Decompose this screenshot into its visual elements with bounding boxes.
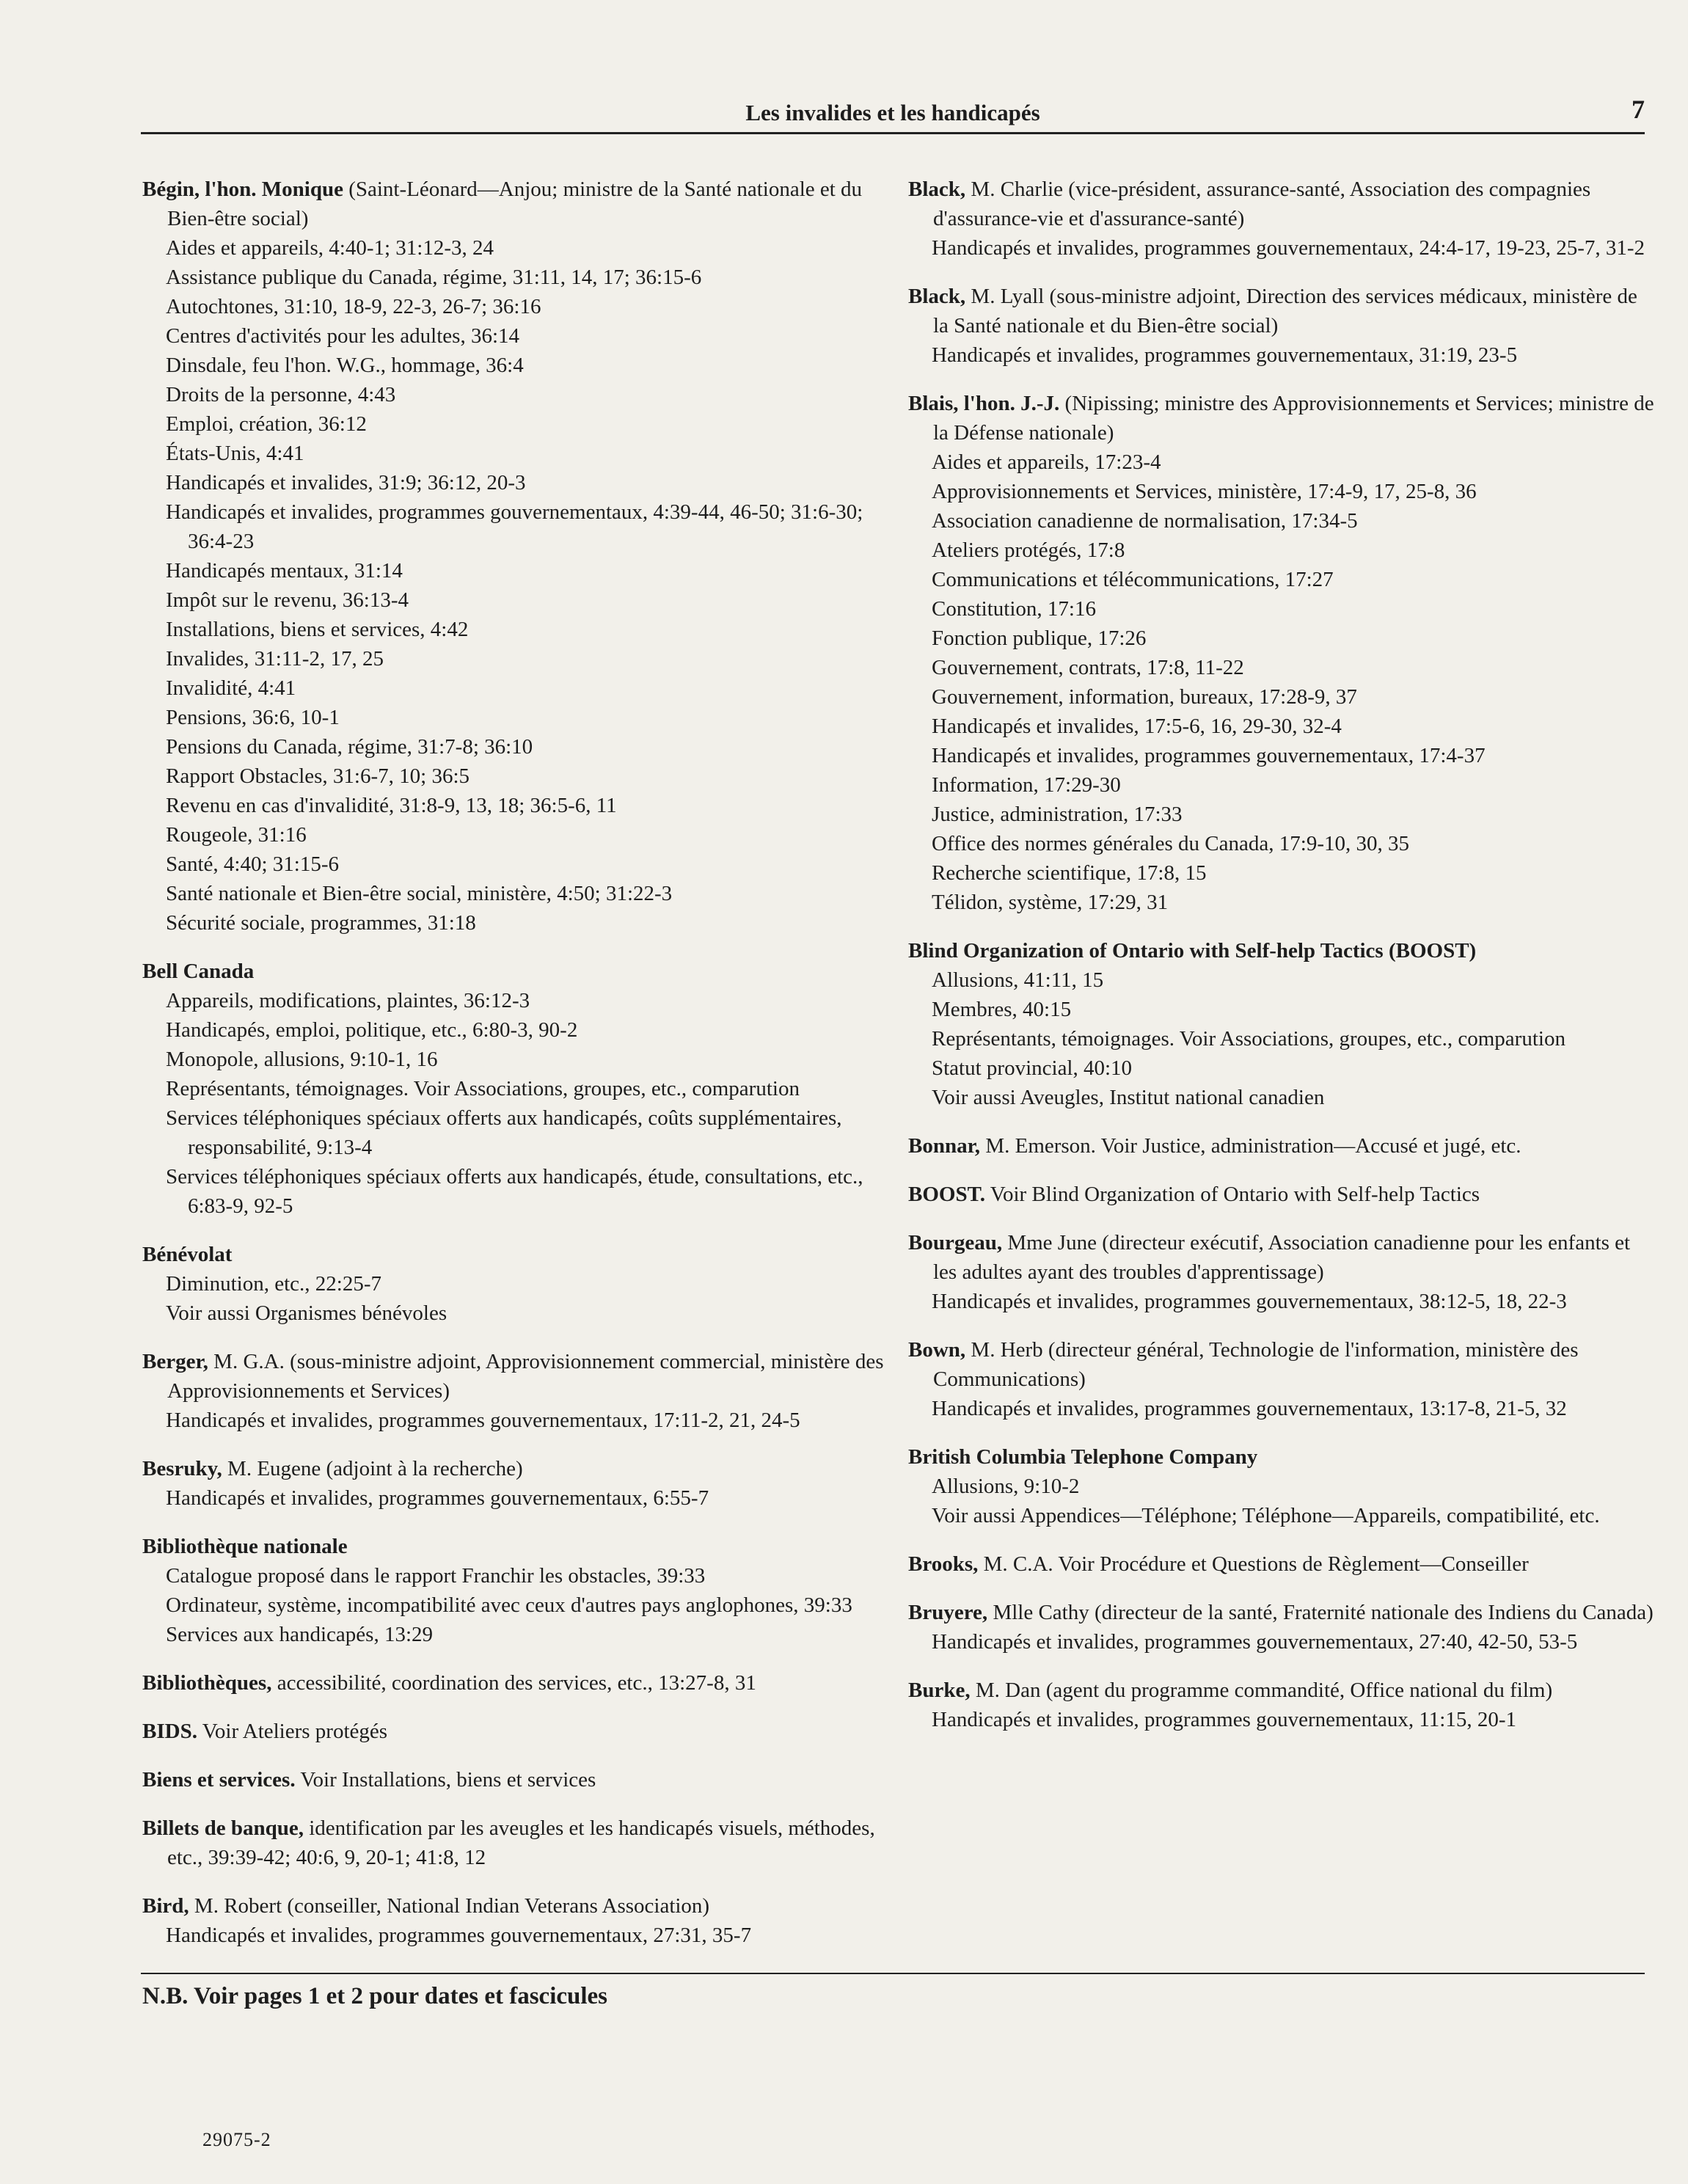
running-header [141,94,1645,134]
entry-description: M. Lyall (sous-ministre adjoint, Direction des services médicaux, ministère de la Santé nationale et du Bien-être social) [933,285,1637,337]
sub-entry: Membres, 40:15 [932,998,1072,1021]
index-entry [908,1131,1656,1161]
sub-entry: Voir aussi Appendices—Téléphone; Téléphone—Appareils, compatibilité, etc. [932,1504,1600,1527]
entry-description: M. Eugene (adjoint à la recherche) [227,1457,523,1480]
sub-entry: Aides et appareils, 17:23-4 [932,450,1161,474]
page-number: 7 [1632,95,1645,124]
entry-description: M. Charlie (vice-président, assurance-santé, Association des compagnies d'assurance-vie et d'assurance-santé) [933,178,1591,230]
sub-entry: Information, 17:29-30 [932,773,1121,797]
sub-entry: Approvisionnements et Services, ministère, 17:4-9, 17, 25-8, 36 [932,480,1477,503]
entry-heading-line [142,1240,898,1269]
index-entry [142,1454,898,1513]
sub-entry: Office des normes générales du Canada, 17:9-10, 30, 35 [932,832,1409,855]
sub-entry: Représentants, témoignages. Voir Associations, groupes, etc., comparution [166,1077,800,1100]
sub-entry: Services téléphoniques spéciaux offerts aux handicapés, coûts supplémentaires, responsabilité, 9:13-4 [166,1106,842,1159]
entry-heading-line [142,1717,898,1746]
footer-note: N.B. Voir pages 1 et 2 pour dates et fascicules [142,1983,608,2009]
index-entry [142,1347,898,1435]
entry-heading: British Columbia Telephone Company [908,1445,1258,1469]
entry-heading: Bourgeau, [908,1231,1003,1254]
entry-heading-line [142,1347,898,1406]
sub-entry: Communications et télécommunications, 17:27 [932,568,1334,591]
entry-heading: Bown, [908,1338,966,1362]
index-entry [142,1532,898,1649]
entry-heading: BIDS. [142,1720,197,1743]
sub-entry: Installations, biens et services, 4:42 [166,618,469,641]
entry-heading-line [908,1180,1656,1209]
sub-entry: Santé, 4:40; 31:15-6 [166,852,340,876]
entry-heading-line [142,1454,898,1483]
sub-entry: Appareils, modifications, plaintes, 36:12-3 [166,989,530,1012]
sub-entry: Invalidité, 4:41 [166,676,296,700]
sub-entry: Allusions, 41:11, 15 [932,968,1104,992]
index-entry [142,1717,898,1746]
entry-heading: Bonnar, [908,1134,981,1158]
entry-heading-line [142,1891,898,1921]
entry-description: Voir Blind Organization of Ontario with Self-help Tactics [990,1183,1480,1206]
entry-heading: Bégin, l'hon. Monique [142,178,343,201]
entry-description: Mlle Cathy (directeur de la santé, Fraternité nationale des Indiens du Canada) [993,1601,1654,1624]
printer-code: 29075-2 [202,2129,271,2150]
sub-entry: Allusions, 9:10-2 [932,1475,1080,1498]
entry-heading: BOOST. [908,1183,986,1206]
sub-entry: Handicapés et invalides, programmes gouvernementaux, 24:4-17, 19-23, 25-7, 31-2 [932,236,1645,260]
sub-entry: Handicapés et invalides, programmes gouvernementaux, 17:11-2, 21, 24-5 [166,1409,800,1432]
entry-heading: Bénévolat [142,1243,233,1266]
sub-entry: Handicapés et invalides, programmes gouvernementaux, 13:17-8, 21-5, 32 [932,1397,1567,1420]
sub-entry: Constitution, 17:16 [932,597,1096,621]
entry-description: M. Robert (conseiller, National Indian Veterans Association) [194,1894,710,1918]
sub-entry: Handicapés et invalides, programmes gouvernementaux, 6:55-7 [166,1486,709,1510]
index-entry [908,1335,1656,1423]
index-entry [908,1442,1656,1530]
sub-entry: Association canadienne de normalisation, 17:34-5 [932,509,1358,533]
entry-heading-line [908,936,1656,965]
entry-heading-line [908,1131,1656,1161]
entry-heading-line [908,1676,1656,1705]
sub-entry: Droits de la personne, 4:43 [166,383,396,406]
entry-heading-line [908,389,1656,448]
entry-description: (Saint-Léonard—Anjou; ministre de la Santé nationale et du Bien-être social) [167,178,863,230]
entry-heading: Black, [908,285,966,308]
entry-heading-line [908,282,1656,340]
index-entry [908,389,1656,917]
entry-description: Voir Ateliers protégés [202,1720,388,1743]
sub-entry: Impôt sur le revenu, 36:13-4 [166,588,409,612]
sub-entry: Sécurité sociale, programmes, 31:18 [166,911,476,935]
entry-heading: Bibliothèque nationale [142,1535,348,1558]
sub-entry: Ordinateur, système, incompatibilité avec ceux d'autres pays anglophones, 39:33 [166,1593,852,1617]
sub-entry: Services téléphoniques spéciaux offerts aux handicapés, étude, consultations, etc., 6:83-9, 92-5 [166,1165,863,1218]
sub-entry: Ateliers protégés, 17:8 [932,538,1125,562]
sub-entry: Aides et appareils, 4:40-1; 31:12-3, 24 [166,236,494,260]
entry-description: M. Emerson. Voir Justice, administration—Accusé et jugé, etc. [985,1134,1521,1158]
sub-entry: Recherche scientifique, 17:8, 15 [932,861,1207,885]
entry-heading-line [908,1335,1656,1394]
entry-heading: Burke, [908,1679,971,1702]
entry-heading-line [908,1598,1656,1627]
entry-heading: Bell Canada [142,960,255,983]
entry-heading-line [142,1814,898,1872]
entry-description: (Nipissing; ministre des Approvisionnements et Services; ministre de la Défense nationale) [933,392,1654,445]
sub-entry: Diminution, etc., 22:25-7 [166,1272,381,1296]
footer-rule [141,1973,1645,1974]
sub-entry: Handicapés et invalides, programmes gouvernementaux, 27:31, 35-7 [166,1924,752,1947]
header-title: Les invalides et les handicapés [745,100,1040,125]
entry-heading: Berger, [142,1350,208,1373]
entry-description: M. Dan (agent du programme commandité, Office national du film) [975,1679,1553,1702]
index-entry [908,1676,1656,1734]
sub-entry: Voir aussi Organismes bénévoles [166,1301,447,1325]
sub-entry: Assistance publique du Canada, régime, 31:11, 14, 17; 36:15-6 [166,266,702,289]
entry-description: Mme June (directeur exécutif, Association canadienne pour les enfants et les adultes ayant des troubles d'apprentissage) [933,1231,1631,1284]
sub-entry: Handicapés et invalides, programmes gouvernementaux, 38:12-5, 18, 22-3 [932,1290,1567,1313]
sub-entry: Handicapés et invalides, programmes gouvernementaux, 27:40, 42-50, 53-5 [932,1630,1578,1654]
entry-heading-line [908,175,1656,233]
sub-entry: Services aux handicapés, 13:29 [166,1623,434,1646]
sub-entry: Voir aussi Aveugles, Institut national canadien [932,1086,1325,1109]
entry-heading: Blais, l'hon. J.-J. [908,392,1060,415]
index-entry [908,1598,1656,1657]
sub-entry: Autochtones, 31:10, 18-9, 22-3, 26-7; 36:16 [166,295,541,318]
entry-heading-line [908,1549,1656,1579]
sub-entry: Revenu en cas d'invalidité, 31:8-9, 13, 18; 36:5-6, 11 [166,794,617,817]
sub-entry: Handicapés et invalides, programmes gouvernementaux, 4:39-44, 46-50; 31:6-30; 36:4-23 [166,500,863,553]
entry-heading-line [142,1765,898,1794]
entry-heading: Billets de banque, [142,1816,304,1840]
entry-description: M. Herb (directeur général, Technologie de l'information, ministère des Communications) [933,1338,1579,1391]
index-entry [142,1891,898,1950]
sub-entry: Centres d'activités pour les adultes, 36:14 [166,324,520,348]
sub-entry: Monopole, allusions, 9:10-1, 16 [166,1048,438,1071]
sub-entry: Représentants, témoignages. Voir Associations, groupes, etc., comparution [932,1027,1565,1051]
index-entry [908,175,1656,263]
index-entry [142,1814,898,1872]
sub-entry: Invalides, 31:11-2, 17, 25 [166,647,384,671]
index-entry [142,175,898,938]
entry-heading: Black, [908,178,966,201]
sub-entry: Emploi, création, 36:12 [166,412,367,436]
sub-entry: Santé nationale et Bien-être social, ministère, 4:50; 31:22-3 [166,882,673,905]
sub-entry: Gouvernement, information, bureaux, 17:28-9, 37 [932,685,1357,709]
sub-entry: Pensions du Canada, régime, 31:7-8; 36:10 [166,735,533,759]
sub-entry: Pensions, 36:6, 10-1 [166,706,340,729]
sub-entry: Handicapés, emploi, politique, etc., 6:80-3, 90-2 [166,1018,578,1042]
entry-description: M. G.A. (sous-ministre adjoint, Approvisionnement commercial, ministère des Approvisionnements et Services) [167,1350,884,1403]
entry-heading-line [142,175,898,233]
sub-entry: Gouvernement, contrats, 17:8, 11-22 [932,656,1244,679]
entry-heading-line [142,957,898,986]
entry-description: identification par les aveugles et les handicapés visuels, méthodes, etc., 39:39-42; 40:6, 9, 20-1; 41:8, 12 [167,1816,875,1869]
sub-entry: Handicapés et invalides, 17:5-6, 16, 29-30, 32-4 [932,715,1342,738]
index-entry [142,1765,898,1794]
sub-entry: Statut provincial, 40:10 [932,1056,1133,1080]
sub-entry: États-Unis, 4:41 [166,442,304,465]
sub-entry: Handicapés et invalides, programmes gouvernementaux, 17:4-37 [932,744,1486,767]
index-entry [908,282,1656,370]
sub-entry: Rougeole, 31:16 [166,823,307,847]
entry-heading: Bird, [142,1894,189,1918]
index-entry [908,936,1656,1112]
sub-entry: Handicapés et invalides, programmes gouvernementaux, 31:19, 23-5 [932,343,1518,367]
entry-heading: Blind Organization of Ontario with Self-help Tactics (BOOST) [908,939,1477,963]
sub-entry: Justice, administration, 17:33 [932,803,1183,826]
entry-heading-line [142,1668,898,1698]
entry-heading: Bruyere, [908,1601,988,1624]
entry-heading: Brooks, [908,1552,979,1576]
sub-entry: Fonction publique, 17:26 [932,627,1147,650]
index-entry [142,1240,898,1328]
index-entry [908,1180,1656,1209]
index-entry [908,1549,1656,1579]
sub-entry: Rapport Obstacles, 31:6-7, 10; 36:5 [166,764,470,788]
entry-heading-line [908,1228,1656,1287]
sub-entry: Catalogue proposé dans le rapport Franchir les obstacles, 39:33 [166,1564,706,1588]
entry-heading-line [142,1532,898,1561]
entry-description: accessibilité, coordination des services, etc., 13:27-8, 31 [277,1671,756,1695]
sub-entry: Handicapés mentaux, 31:14 [166,559,403,582]
sub-entry: Télidon, système, 17:29, 31 [932,891,1169,914]
entry-heading-line [908,1442,1656,1472]
index-entry [142,957,898,1221]
index-entry [908,1228,1656,1316]
index-column-right [908,175,1656,1753]
entry-heading: Besruky, [142,1457,222,1480]
sub-entry: Handicapés et invalides, 31:9; 36:12, 20-3 [166,471,526,494]
entry-heading: Bibliothèques, [142,1671,272,1695]
sub-entry: Handicapés et invalides, programmes gouvernementaux, 11:15, 20-1 [932,1708,1517,1731]
entry-heading: Biens et services. [142,1768,296,1792]
entry-description: Voir Installations, biens et services [300,1768,596,1792]
index-column-left [142,175,898,1969]
sub-entry: Dinsdale, feu l'hon. W.G., hommage, 36:4 [166,354,524,377]
entry-description: M. C.A. Voir Procédure et Questions de Règlement—Conseiller [983,1552,1529,1576]
index-entry [142,1668,898,1698]
